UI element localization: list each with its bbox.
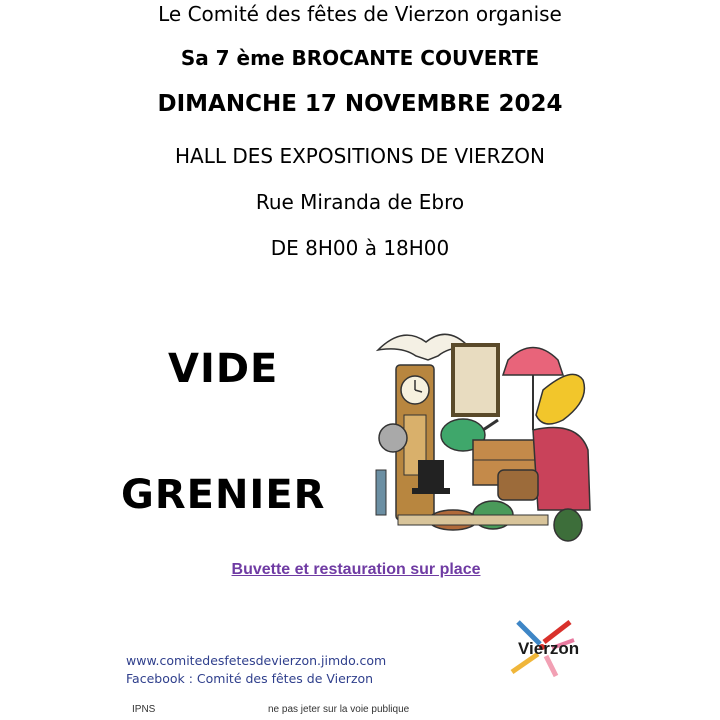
buvette-link[interactable]: Buvette et restauration sur place <box>231 561 481 578</box>
ipns-label: IPNS <box>132 704 156 715</box>
event-edition: Sa 7 ème BROCANTE COUVERTE <box>180 46 540 70</box>
title-vide: VIDE <box>168 346 279 392</box>
facebook-text: Facebook : Comité des fêtes de Vierzon <box>126 671 374 686</box>
disposal-notice: ne pas jeter sur la voie publique <box>268 704 410 715</box>
organizer-line: Le Comité des fêtes de Vierzon organise <box>158 2 562 26</box>
website-link[interactable]: www.comitedesfetesdevierzon.jimdo.com <box>126 653 387 668</box>
event-venue: HALL DES EXPOSITIONS DE VIERZON <box>175 144 545 168</box>
brocante-objects-illustration <box>358 320 603 550</box>
title-grenier: GRENIER <box>121 472 326 518</box>
logo-text: Vierzon <box>518 639 580 658</box>
event-date: DIMANCHE 17 NOVEMBRE 2024 <box>157 91 563 117</box>
event-hours: DE 8H00 à 18H00 <box>270 236 450 260</box>
event-street: Rue Miranda de Ebro <box>255 190 465 214</box>
